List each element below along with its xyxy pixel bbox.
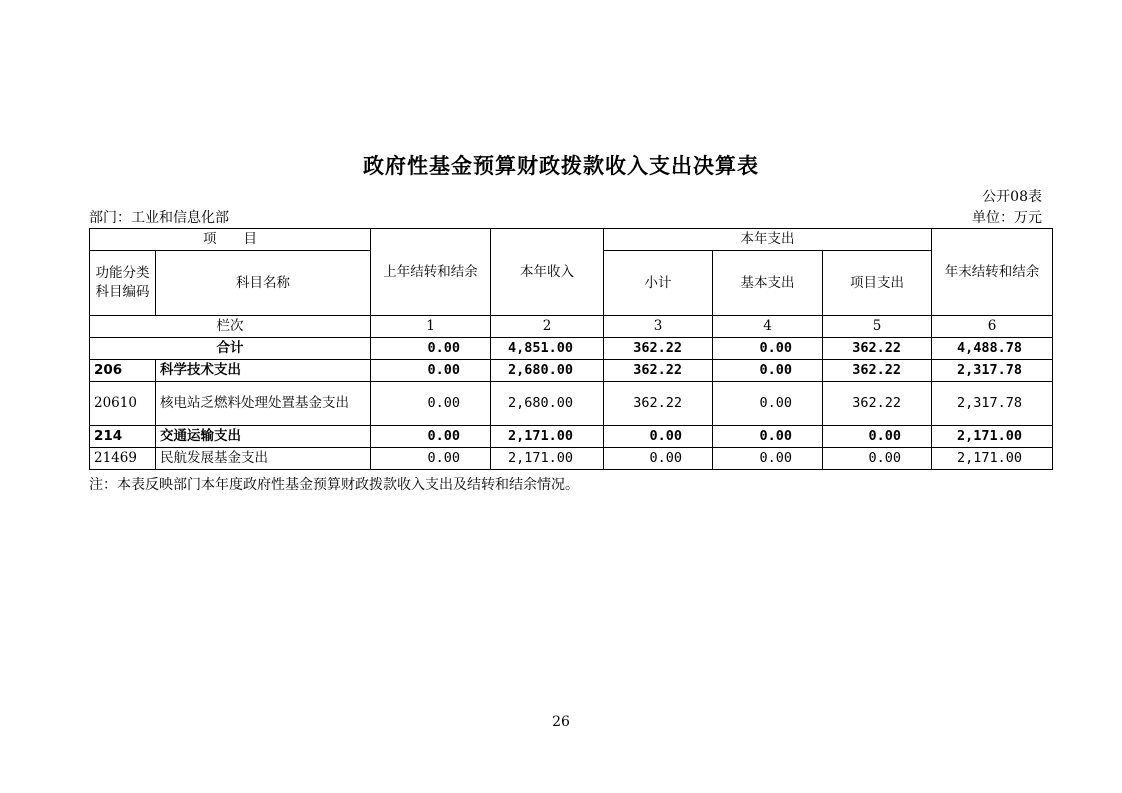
cell-value: 362.22	[823, 382, 932, 426]
cell-value: 0.00	[713, 426, 823, 448]
header-year-end-carryover: 年末结转和结余	[932, 229, 1053, 316]
subject-name: 交通运输支出	[156, 426, 371, 448]
cell-value: 2,171.00	[932, 448, 1053, 470]
cell-value: 2,171.00	[932, 426, 1053, 448]
cell-value: 2,317.78	[932, 360, 1053, 382]
cell-value: 0.00	[371, 338, 491, 360]
cell-value: 0.00	[604, 448, 713, 470]
cell-value: 0.00	[713, 360, 823, 382]
cell-value: 2,171.00	[491, 426, 604, 448]
budget-table	[89, 228, 1053, 470]
header-prev-carryover: 上年结转和结余	[371, 229, 491, 316]
cell-value: 2,680.00	[491, 382, 604, 426]
subject-name: 科学技术支出	[156, 360, 371, 382]
header-subject-name: 科目名称	[156, 251, 371, 316]
column-number-label: 栏次	[90, 316, 371, 338]
total-label: 合计	[90, 338, 371, 360]
table-row	[90, 448, 1053, 470]
subject-name: 核电站乏燃料处理处置基金支出	[156, 382, 371, 426]
column-number: 5	[823, 316, 932, 338]
subject-name: 民航发展基金支出	[156, 448, 371, 470]
cell-value: 0.00	[713, 382, 823, 426]
cell-value: 0.00	[823, 426, 932, 448]
cell-value: 2,317.78	[932, 382, 1053, 426]
cell-value: 2,680.00	[491, 360, 604, 382]
cell-value: 0.00	[371, 360, 491, 382]
cell-value: 362.22	[604, 360, 713, 382]
cell-value: 0.00	[371, 426, 491, 448]
subject-code: 214	[90, 426, 156, 448]
form-number: 公开08表	[982, 189, 1042, 205]
column-number: 6	[932, 316, 1053, 338]
subject-code: 206	[90, 360, 156, 382]
column-number: 3	[604, 316, 713, 338]
cell-value: 0.00	[371, 448, 491, 470]
cell-value: 0.00	[713, 338, 823, 360]
header-current-income: 本年收入	[491, 229, 604, 316]
subject-code: 20610	[90, 382, 156, 426]
column-number: 2	[491, 316, 604, 338]
column-number: 1	[371, 316, 491, 338]
unit-label: 单位：万元	[972, 210, 1042, 226]
subject-code: 21469	[90, 448, 156, 470]
cell-value: 0.00	[713, 448, 823, 470]
header-item: 项 目	[90, 229, 371, 251]
cell-value: 0.00	[823, 448, 932, 470]
column-number-row	[90, 316, 1053, 338]
total-row	[90, 338, 1053, 360]
header-func-code: 功能分类科目编码	[90, 251, 156, 316]
cell-value: 362.22	[823, 360, 932, 382]
cell-value: 0.00	[604, 426, 713, 448]
header-subtotal: 小计	[604, 251, 713, 316]
header-project-expense: 项目支出	[823, 251, 932, 316]
page-title: 政府性基金预算财政拨款收入支出决算表	[363, 154, 759, 178]
header-current-expense: 本年支出	[604, 229, 932, 251]
cell-value: 362.22	[604, 338, 713, 360]
table-row	[90, 360, 1053, 382]
table-note: 注：本表反映部门本年度政府性基金预算财政拨款收入支出及结转和结余情况。	[89, 477, 579, 493]
table-row	[90, 382, 1053, 426]
cell-value: 362.22	[823, 338, 932, 360]
cell-value: 0.00	[371, 382, 491, 426]
column-number: 4	[713, 316, 823, 338]
cell-value: 4,851.00	[491, 338, 604, 360]
cell-value: 362.22	[604, 382, 713, 426]
page-number: 26	[552, 714, 570, 730]
cell-value: 4,488.78	[932, 338, 1053, 360]
cell-value: 2,171.00	[491, 448, 604, 470]
table-row	[90, 426, 1053, 448]
header-basic-expense: 基本支出	[713, 251, 823, 316]
department-label: 部门：工业和信息化部	[89, 210, 229, 226]
